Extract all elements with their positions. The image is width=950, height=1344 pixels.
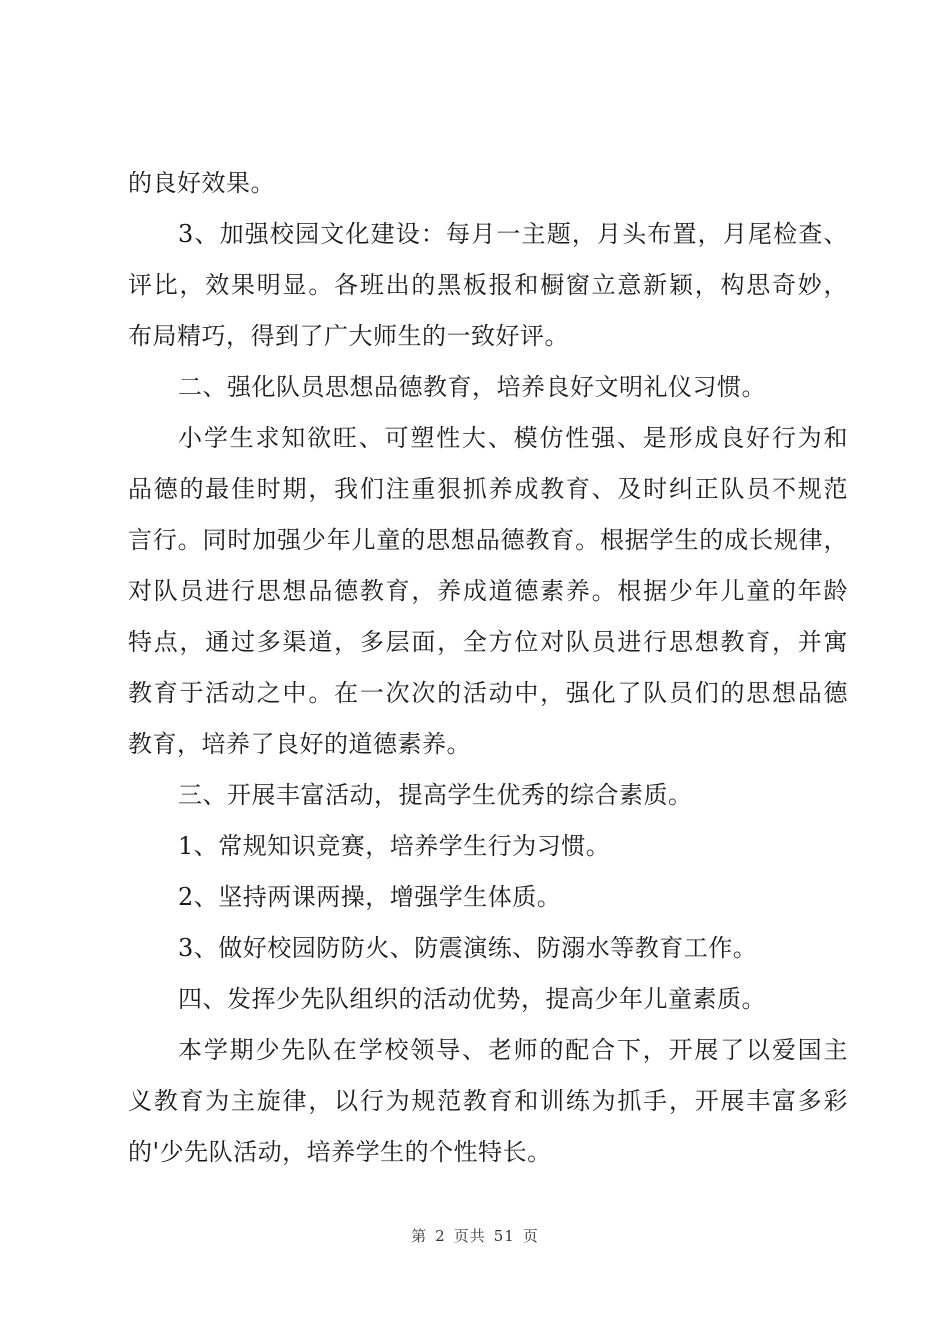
- footer-middle: 页共: [453, 1227, 486, 1245]
- text-line: 教育于活动之中。在一次次的活动中，强化了队员们的思想品德: [128, 679, 848, 707]
- text-line: 的'少先队活动，培养学生的个性特长。: [128, 1138, 552, 1166]
- text-line: 二、强化队员思想品德教育，培养良好文明礼仪习惯。: [178, 373, 766, 401]
- text-line: 3、加强校园文化建设：每月一主题，月头布置，月尾检查、: [178, 220, 848, 248]
- text-line: 教育，培养了良好的道德素养。: [128, 730, 471, 758]
- footer-prefix: 第: [411, 1227, 428, 1245]
- text-line: 评比，效果明显。各班出的黑板报和橱窗立意新颖，构思奇妙，: [128, 271, 848, 299]
- text-line: 布局精巧，得到了广大师生的一致好评。: [128, 322, 569, 350]
- text-line: 本学期少先队在学校领导、老师的配合下，开展了以爱国主: [178, 1036, 848, 1064]
- text-line: 3、做好校园防防火、防震演练、防溺水等教育工作。: [178, 934, 758, 962]
- footer-total-pages: 51: [493, 1227, 515, 1245]
- text-line: 2、坚持两课两操，增强学生体质。: [178, 883, 562, 911]
- text-line: 小学生求知欲旺、可塑性大、模仿性强、是形成良好行为和: [178, 424, 848, 452]
- text-line: 对队员进行思想品德教育，养成道德素养。根据少年儿童的年龄: [128, 577, 848, 605]
- text-line: 1、常规知识竞赛，培养学生行为习惯。: [178, 832, 611, 860]
- document-body: [128, 158, 848, 1178]
- page-footer: [0, 1225, 950, 1246]
- text-line: 义教育为主旋律，以行为规范教育和训练为抓手，开展丰富多彩: [128, 1087, 848, 1115]
- text-line: 四、发挥少先队组织的活动优势，提高少年儿童素质。: [178, 985, 766, 1013]
- text-line: 特点，通过多渠道，多层面，全方位对队员进行思想教育，并寓: [128, 628, 848, 656]
- text-line: 品德的最佳时期，我们注重狠抓养成教育、及时纠正队员不规范: [128, 475, 848, 503]
- text-line: 的良好效果。: [128, 169, 275, 197]
- text-line: 三、开展丰富活动，提高学生优秀的综合素质。: [178, 781, 693, 809]
- footer-suffix: 页: [522, 1227, 539, 1245]
- text-line: 言行。同时加强少年儿童的思想品德教育。根据学生的成长规律，: [128, 526, 848, 554]
- footer-current-page: 2: [435, 1227, 446, 1245]
